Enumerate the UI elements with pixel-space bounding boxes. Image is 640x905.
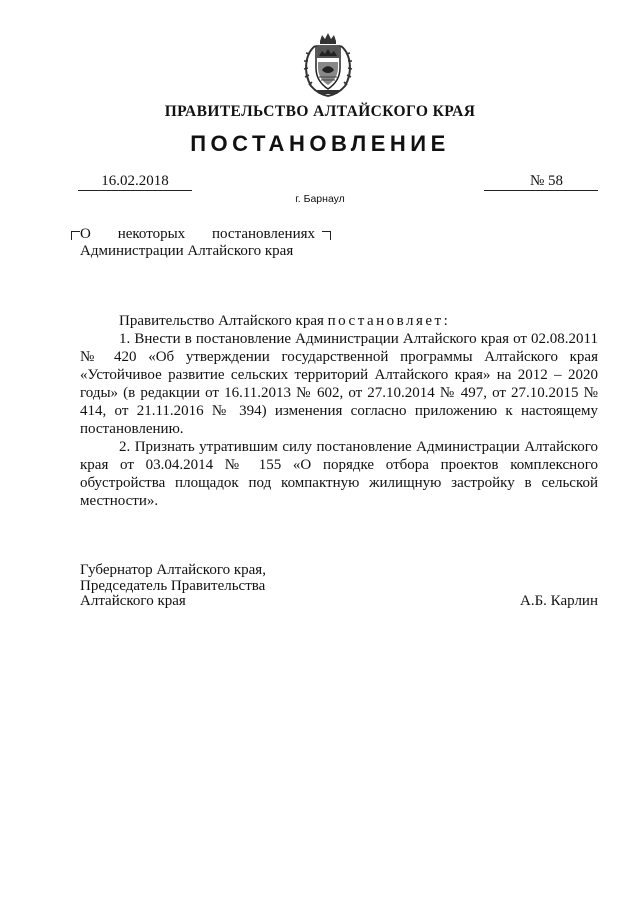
document-type: ПОСТАНОВЛЕНИЕ (190, 131, 450, 156)
intro-paragraph (80, 312, 598, 330)
intro-text: Правительство Алтайского края (119, 313, 324, 329)
subject-line-1: О некоторых постановлениях (80, 226, 315, 242)
subject-line-2: Администрации Алтайского края (80, 243, 294, 259)
signer-position-line-2: Председатель Правительства (80, 577, 266, 594)
document-subject (80, 226, 315, 260)
government-name: ПРАВИТЕЛЬСТВО АЛТАЙСКОГО КРАЯ (164, 103, 476, 120)
coat-of-arms-icon (301, 32, 355, 98)
signature-block (80, 563, 598, 610)
subject-bracket-right (322, 231, 331, 240)
intro-colon: : (443, 313, 448, 329)
signer-position-line-3: Алтайского края (80, 593, 186, 609)
document-city: г. Барнаул (295, 193, 345, 205)
subject-bracket-left (71, 231, 80, 240)
document-body (80, 312, 598, 510)
document-number: № 58 (530, 173, 564, 189)
signer-name: А.Б. Карлин (519, 593, 598, 609)
signer-position-line-1: Губернатор Алтайского края, (80, 562, 266, 578)
document-date: 16.02.2018 (78, 172, 192, 191)
paragraph-1: 1. Внести в постановление Администрации Алтайского края от 02.08.2011 № 420 «Об утверждении государственной программы Алтайского края «Устойчивое развитие сельских территорий Алтайского края» на 2012 – 2020 годы» (в редакции от 16.11.2013 № 602, от 27.10.2014 № 497, от 27.10.2015 № 414, от 21.11.2016 № 394) изменения согласно приложению к настоящему постановлению. (80, 331, 598, 437)
paragraph-2: 2. Признать утратившим силу постановление Администрации Алтайского края от 03.04.2014 № 155 «О порядке отбора проектов комплексного обустройства площадок под компактную жилищную застройку в сельской местности». (80, 439, 598, 509)
intro-verb: постановляет (327, 313, 444, 329)
document-number-field (484, 172, 598, 191)
